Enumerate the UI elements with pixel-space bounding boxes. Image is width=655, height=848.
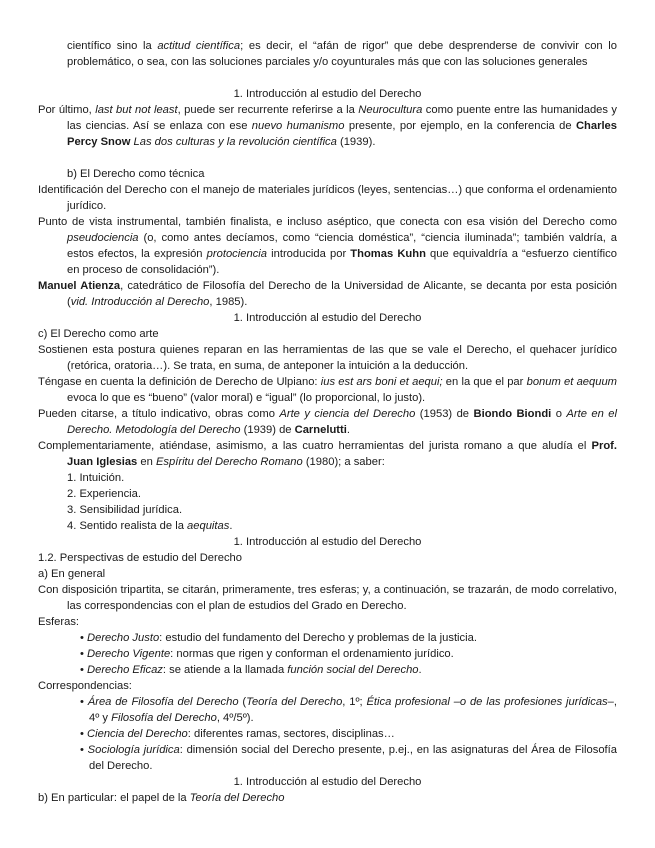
bullet-item: • Derecho Vigente: normas que rigen y conforman el ordenamiento jurídico.	[80, 648, 454, 660]
paragraph-atienza: Manuel Atienza, catedrático de Filosofía del Derecho de la Universidad de Alicante, se decanta por esta posición (vid. Introducción al Derecho, 1985).	[38, 280, 617, 308]
paragraph-disposicion: Con disposición tripartita, se citarán, primeramente, tres esferas; y, a continuación, se trazarán, de modo correlativo, las correspondencias con el plan de estudios del Grado en Derecho.	[38, 584, 617, 612]
running-header: 1. Introducción al estudio del Derecho	[233, 312, 422, 324]
bullet-item: • Área de Filosofía del Derecho (Teoría del Derecho, 1º; Ética profesional –o de las profesiones jurídicas–, 4º y Filosofía del Derecho, 4º/5º).	[80, 696, 617, 724]
paragraph-herramientas: Complementariamente, atiéndase, asimismo, a las cuatro herramientas del jurista romano a que aludía el Prof. Juan Iglesias en Espíritu del Derecho Romano (1980); a saber:	[38, 440, 617, 468]
section-heading-en-general: a) En general	[38, 568, 106, 580]
bullet-icon: •	[80, 664, 84, 676]
bullet-icon: •	[80, 744, 84, 756]
paragraph-continuation: científico sino la actitud científica; es decir, el “afán de rigor” que debe desprenderse de convivir con lo problemático, o sea, con las soluciones parciales y/o coyunturales más que con las soluciones generales	[67, 40, 617, 68]
bullet-item: • Derecho Eficaz: se atiende a la llamada función social del Derecho.	[80, 664, 422, 676]
bullet-icon: •	[80, 696, 84, 708]
bullet-icon: •	[80, 728, 84, 740]
list-item: 4. Sentido realista de la aequitas.	[67, 520, 233, 532]
paragraph-identificacion: Identificación del Derecho con el manejo de materiales jurídicos (leyes, sentencias…) que conforma el ordenamiento jurídico.	[38, 184, 617, 212]
list-item: 2. Experiencia.	[67, 488, 142, 500]
paragraph-postura: Sostienen esta postura quienes reparan en las herramientas de las que se vale el Derecho, el quehacer jurídico (retórica, oratoria…). Se trata, en suma, de anteponer la intuición a la deducción.	[38, 344, 617, 372]
paragraph-ulpiano: Téngase en cuenta la definición de Derecho de Ulpiano: ius est ars boni et aequi; en la que el par bonum et aequum evoca lo que es “bueno” (valor moral) e “igual” (lo proporcional, lo justo).	[38, 376, 617, 404]
running-header: 1. Introducción al estudio del Derecho	[233, 88, 422, 100]
paragraph-punto-de-vista: Punto de vista instrumental, también finalista, e incluso aséptico, que conecta con esa visión del Derecho como pseudociencia (o, como antes decíamos, como “ciencia doméstica”, “ciencia iluminada”; también valdría, a estos efectos, la expresión protociencia introducida por Thomas Kuhn que equivaldría a “esfuerzo científico en proceso de consolidación”).	[38, 216, 617, 276]
label-esferas: Esferas:	[38, 616, 80, 628]
bullet-icon: •	[80, 648, 84, 660]
label-correspondencias: Correspondencias:	[38, 680, 132, 692]
running-header: 1. Introducción al estudio del Derecho	[233, 536, 422, 548]
bullet-item: • Sociología jurídica: dimensión social del Derecho presente, p.ej., en las asignaturas del Área de Filosofía del Derecho.	[80, 744, 617, 772]
bullet-item: • Ciencia del Derecho: diferentes ramas, sectores, disciplinas…	[80, 728, 395, 740]
running-header: 1. Introducción al estudio del Derecho	[233, 776, 422, 788]
section-heading-en-particular: b) En particular: el papel de la Teoría del Derecho	[38, 792, 285, 804]
paragraph-neurocultura: Por último, last but not least, puede ser recurrente referirse a la Neurocultura como puente entre las humanidades y las ciencias. Así se enlaza con ese nuevo humanismo presente, por ejemplo, en la conferencia de Charles Percy Snow Las dos culturas y la revolución científica (1939).	[38, 104, 617, 148]
bullet-item: • Derecho Justo: estudio del fundamento del Derecho y problemas de la justicia.	[80, 632, 477, 644]
paragraph-obras: Pueden citarse, a título indicativo, obras como Arte y ciencia del Derecho (1953) de Biondo Biondi o Arte en el Derecho. Metodología del Derecho (1939) de Carnelutti.	[38, 408, 617, 436]
bullet-icon: •	[80, 632, 84, 644]
list-item: 1. Intuición.	[67, 472, 125, 484]
section-heading-perspectivas: 1.2. Perspectivas de estudio del Derecho	[38, 552, 242, 564]
section-heading-arte: c) El Derecho como arte	[38, 328, 159, 340]
list-item: 3. Sensibilidad jurídica.	[67, 504, 183, 516]
section-heading-tecnica: b) El Derecho como técnica	[67, 168, 205, 180]
